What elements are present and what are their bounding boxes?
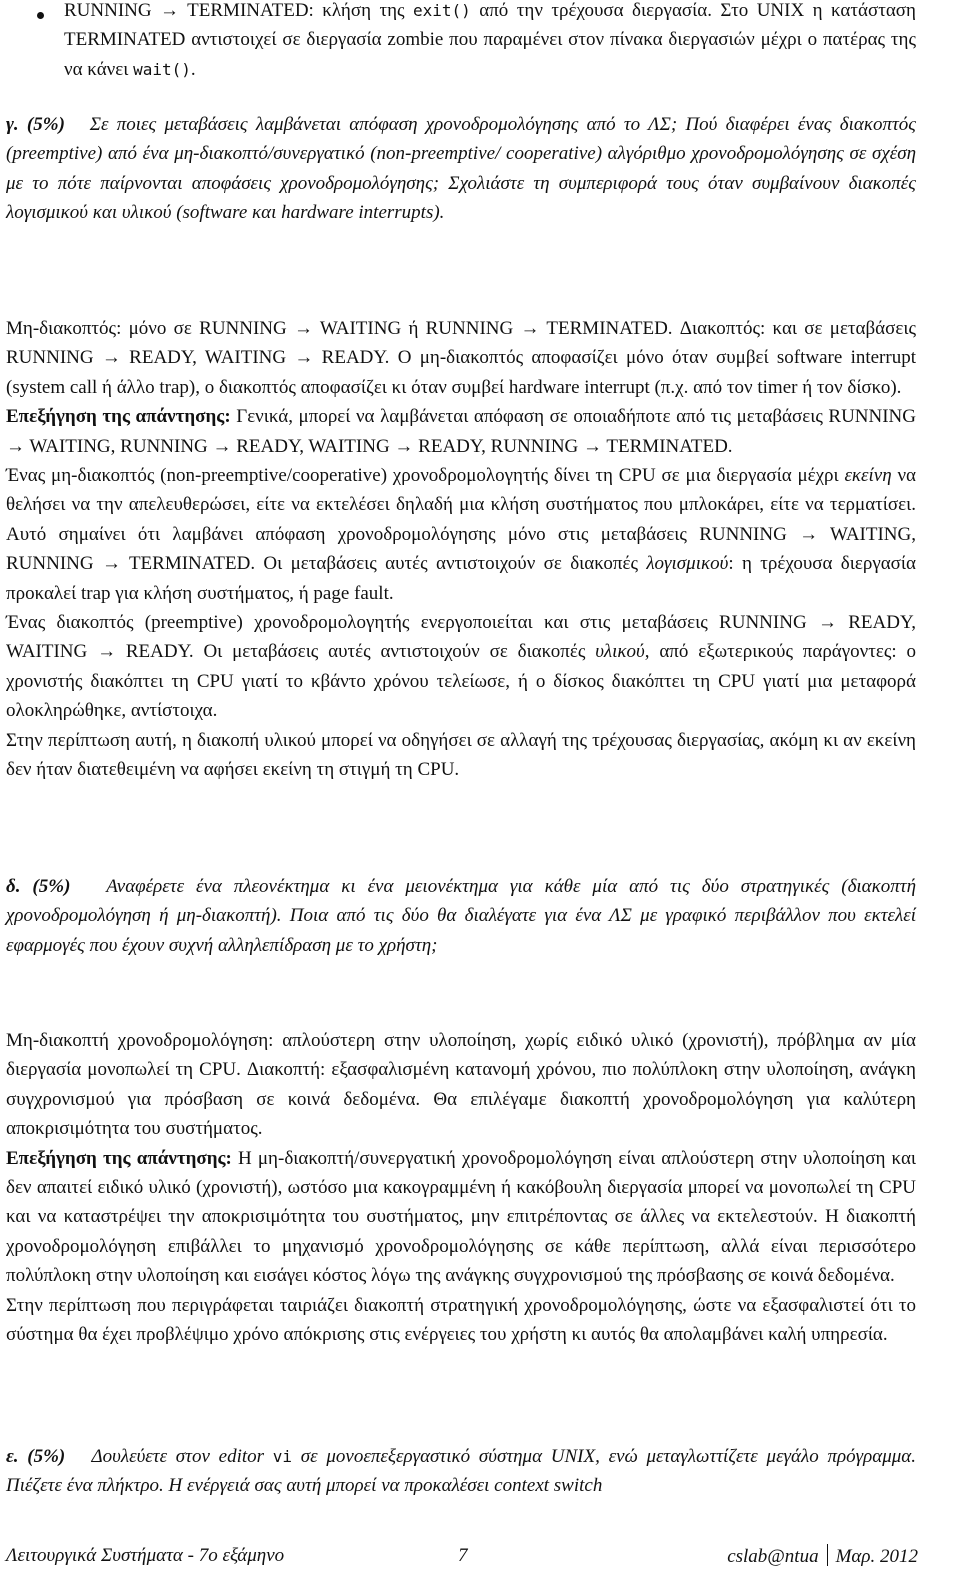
question-epsilon (6, 1442, 916, 1501)
question-number: δ. (5%) (6, 876, 71, 897)
question-text: Αναφέρετε ένα πλεονέκτημα κι ένα μειονέκτημα για κάθε μία από τις δύο στρατηγικές (διακοπτή χρονοδρομολόγηση ή μη-διακοπτή). Ποια από τις δύο θα διαλέγατε για ένα ΛΣ με γραφικό περιβάλλον που εκτελεί εφαρμογές που έχουν συχνή αλληλεπίδραση με το χρήστη; (6, 876, 917, 956)
bullet-running-terminated (64, 0, 916, 84)
explanation-label: Επεξήγηση της απάντησης: (6, 406, 231, 428)
footer-course: Λειτουργικά Συστήματα - 7ο εξάμηνο (6, 1545, 285, 1566)
question-text: Σε ποιες μεταβάσεις λαμβάνεται απόφαση χρονοδρομολόγησης από το ΛΣ; Πού διαφέρει ένας διακοπτός (preemptive) από ένα μη-διακοπτό/συνεργατικό (non-preemptive/ cooperative) αλγόριθμο χρονοδρομολόγησης σε σχέση με το πότε παίρνονται αποφάσεις χρονοδρομολόγησης; Σχολιάστε τη συμπεριφορά τους όταν συμβαίνουν διακοπές λογισμικού και υλικού (software και hardware interrupts). (6, 114, 916, 224)
paragraph-text: Ένας διακοπτός (preemptive) χρονοδρομολογητής ενεργοποιείται και στις μεταβάσεις RUNNING → READY, WAITING → READY. Οι μεταβάσεις αυτές αντιστοιχούν σε διακοπές (6, 612, 916, 663)
paragraph-text: Στην περίπτωση που περιγράφεται ταιριάζει διακοπτή στρατηγική χρονοδρομολόγησης, ώστε να εξασφαλιστεί ότι το σύστημα θα έχει προβλέψιμο χρόνο απόκρισης στις ενέργειες του χρήστη κι αυτός θα απολαμβάνει καλή υπηρεσία. (6, 1294, 916, 1346)
paragraph-text: : η τρέχουσα διεργασία προκαλεί trap για κλήση συστήματος, ή page fault. (6, 553, 916, 604)
footer-page-number: 7 (458, 1545, 468, 1566)
exit-code: exit() (413, 1, 471, 20)
paragraph-text: Στην περίπτωση αυτή, η διακοπή υλικού μπορεί να οδηγήσει σε αλλαγή της τρέχουσας διεργασίας, ακόμη κι αν εκείνη δεν ήταν διατεθειμένη να αφήσει εκείνη τη στιγμή τη CPU. (6, 729, 916, 781)
question-text: Δουλεύετε στον editor (91, 1446, 273, 1467)
explanation-text: Η μη-διακοπτή/συνεργατική χρονοδρομολόγηση είναι απλούστερη στην υλοποίηση και δεν απαιτεί ειδικό υλικό (χρονιστή), ωστόσο μια κακογραμμένη ή κακόβουλη διεργασία μπορεί να μονοπωλεί τη CPU και να καταστρέψει την αποκρισιμότητα του συστήματος, μην επιτρέποντας σε άλλες να εκτελεστούν. Η διακοπτή χρονοδρομολόγηση επιβάλλει το μηχανισμό χρονοδρομολόγησης σε κάθε περίπτωση, αλλά είναι περισσότερο πολύπλοκη στην υλοποίηση και εισάγει κόστος λόγω της ανάγκης συγχρονισμού της πρόσβασης σε κοινά δεδομένα. (6, 1147, 917, 1287)
explanation-label: Επεξήγηση της απάντησης: (6, 1147, 232, 1169)
bullet-text: RUNNING → TERMINATED: κλήση της (64, 0, 413, 21)
paragraph-text: , από εξωτερικούς παράγοντες: ο χρονιστής διακόπτει τη CPU γιατί το κβάντο χρόνου τελείωσε, ή ο δίσκος διακόπτει τη CPU γιατί μια μεταφορά ολοκληρώθηκε, αντίστοιχα. (6, 641, 916, 722)
footer-right (727, 1544, 918, 1569)
emphasis-text: εκείνη (844, 465, 892, 487)
bullet-dot (37, 12, 44, 19)
vi-code: vi (272, 1447, 293, 1466)
answer-delta (6, 1026, 916, 1349)
question-gamma (6, 110, 916, 228)
bullet-text: . (190, 58, 196, 80)
footer-lab: cslab@ntua (727, 1546, 819, 1567)
question-number: ε. (5%) (6, 1446, 66, 1467)
question-delta (6, 872, 916, 960)
footer-date: Μαρ. 2012 (835, 1546, 918, 1567)
answer-text: Μη-διακοπτός: μόνο σε RUNNING → WAITING ή RUNNING → TERMINATED. Διακοπτός: και σε μεταβάσεις RUNNING → READY, WAITING → READY. Ο μη-διακοπτός αποφασίζει μόνο όταν συμβεί software interrupt (system call ή άλλο trap), ο διακοπτός αποφασίζει κι όταν συμβεί hardware interrupt (π.χ. από τον timer ή τον δίσκο). (6, 318, 916, 398)
paragraph-text: Ένας μη-διακοπτός (non-preemptive/cooperative) χρονοδρομολογητής δίνει τη CPU σε μια διεργασία μέχρι (6, 465, 845, 487)
emphasis-text: λογισμικού (646, 553, 729, 575)
answer-text: Μη-διακοπτή χρονοδρομολόγηση: απλούστερη στην υλοποίηση, χωρίς ειδικό υλικό (χρονιστή), πρόβλημα αν μία διεργασία μονοπωλεί τη CPU. Διακοπτή: εξασφαλισμένη κατανομή χρόνου, πιο πολύπλοκη στην υλοποίηση, ανάγκη συγχρονισμού για πρόσβαση σε κοινά δεδομένα. Θα επιλέγαμε διακοπτή χρονοδρομολόγηση για καλύτερη αποκρισιμότητα του συστήματος. (6, 1030, 916, 1140)
explanation-text: Γενικά, μπορεί να λαμβάνεται απόφαση σε οποιαδήποτε από τις μεταβάσεις RUNNING → WAITING, RUNNING → READY, WAITING → READY, RUNNING → TERMINATED. (6, 406, 917, 457)
wait-code: wait() (133, 59, 191, 79)
answer-gamma (6, 314, 916, 785)
emphasis-text: υλικού (595, 641, 645, 663)
bullet-text: από την τρέχουσα διεργασία. Στο UNIX η κατάσταση TERMINATED αντιστοιχεί σε διεργασία zombie που παραμένει στον πίνακα διεργασιών μέχρι ο πατέρας της να κάνει (64, 0, 916, 80)
paragraph-text: να θελήσει να την απελευθερώσει, είτε να εκτελέσει δηλαδή μια κλήση συστήματος που μπλοκάρει, είτε να τερματίσει. Αυτό σημαίνει ότι λαμβάνει απόφαση χρονοδρομολόγησης μόνο στις μεταβάσεις RUNNING → WAITING, RUNNING → TERMINATED. Οι μεταβάσεις αυτές αντιστοιχούν σε διακοπές (6, 465, 916, 575)
question-text: σε μονοεπεξεργαστικό σύστημα UNIX, ενώ μεταγλωττίζετε μεγάλο πρόγραμμα. Πιέζετε ένα πλήκτρο. Η ενέργειά σας αυτή μπορεί να προκαλέσει context switch (6, 1446, 916, 1497)
question-number: γ. (5%) (6, 114, 65, 135)
footer-separator (827, 1544, 828, 1566)
